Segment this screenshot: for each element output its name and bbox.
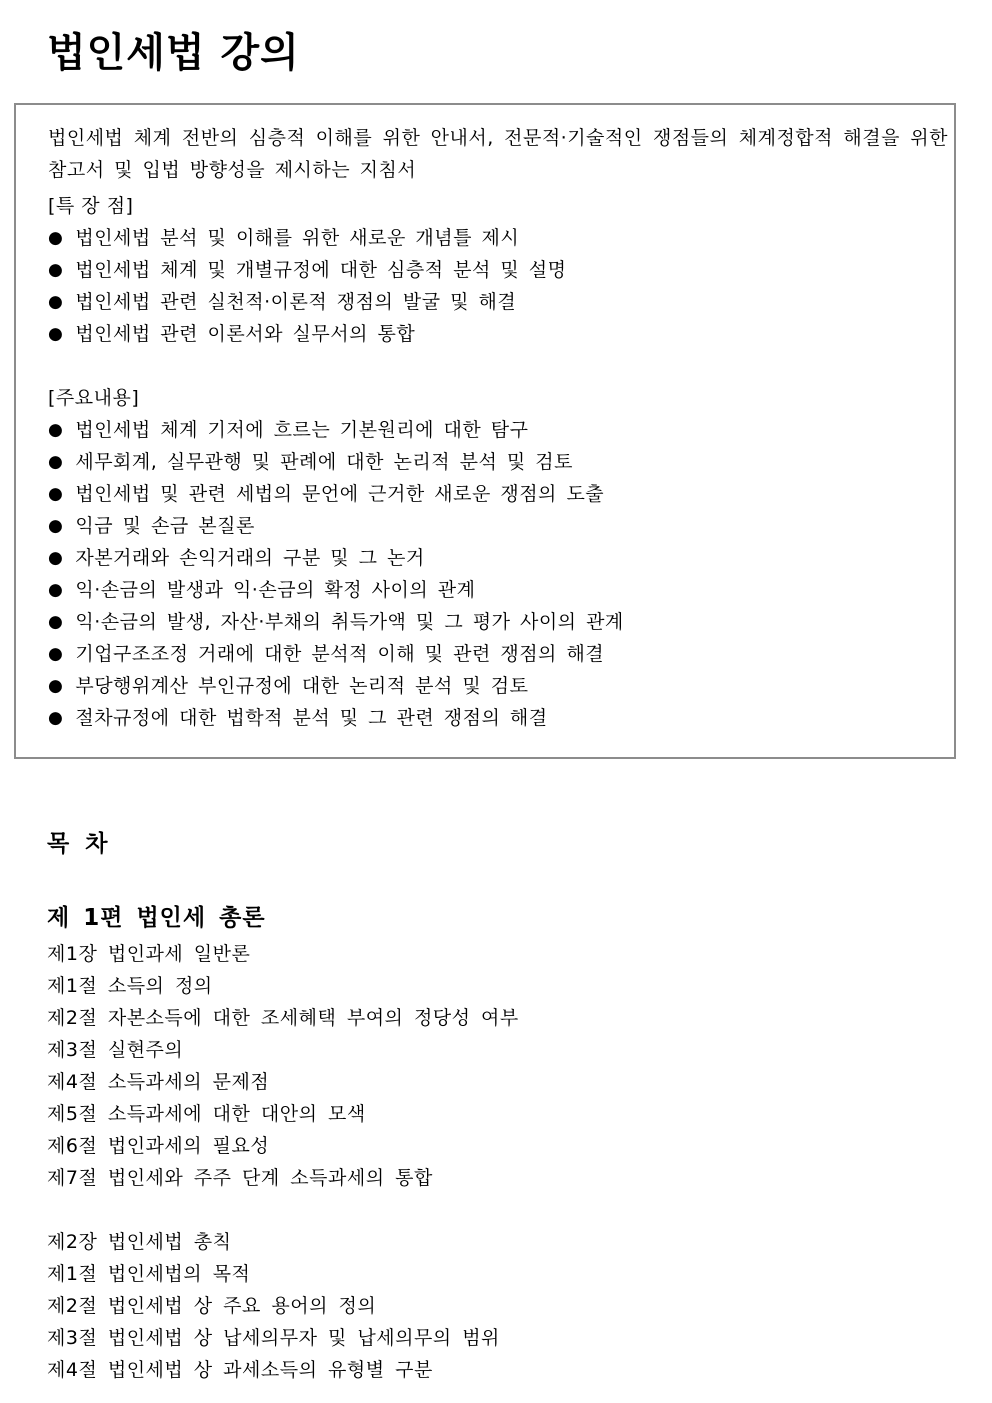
list-item: [48, 446, 624, 478]
toc-section: 제1절 법인세법의 목적: [47, 1263, 251, 1285]
toc-section: 제4절 소득과세의 문제점: [47, 1071, 270, 1093]
black-circle-bullet-icon: ●: [48, 452, 64, 472]
content-text: 익‧손금의 발생과 익‧손금의 확정 사이의 관계: [75, 579, 476, 601]
feature-text: 법인세법 관련 이론서와 실무서의 통합: [75, 323, 416, 345]
black-circle-bullet-icon: ●: [48, 612, 64, 632]
toc-section: 제1절 소득의 정의: [47, 975, 213, 997]
list-item: [48, 542, 624, 574]
toc-part-title: 제 1편 법인세 총론: [47, 905, 266, 931]
list-item: [48, 254, 566, 286]
content-text: 익금 및 손금 본질론: [75, 515, 255, 537]
toc-section: 제6절 법인과세의 필요성: [47, 1135, 270, 1157]
feature-text: 법인세법 체계 및 개별규정에 대한 심층적 분석 및 설명: [75, 259, 567, 281]
toc-section: 제5절 소득과세에 대한 대안의 모색: [47, 1103, 366, 1125]
list-item: [48, 606, 624, 638]
black-circle-bullet-icon: ●: [48, 420, 64, 440]
content-text: 법인세법 및 관련 세법의 문언에 근거한 새로운 쟁점의 도출: [75, 483, 605, 505]
list-item: [48, 286, 566, 318]
page-title: 법인세법 강의: [47, 30, 300, 76]
toc-section: 제2절 자본소득에 대한 조세혜택 부여의 정당성 여부: [47, 1007, 519, 1029]
black-circle-bullet-icon: ●: [48, 708, 64, 728]
content-text: 세무회계, 실무관행 및 판례에 대한 논리적 분석 및 검토: [75, 451, 573, 473]
list-item: [48, 638, 624, 670]
black-circle-bullet-icon: ●: [48, 516, 64, 536]
content-text: 익‧손금의 발생, 자산‧부채의 취득가액 및 그 평가 사이의 관계: [75, 611, 624, 633]
contents-label: [주요내용]: [48, 387, 140, 409]
content-text: 법인세법 체계 기저에 흐르는 기본원리에 대한 탐구: [75, 419, 529, 441]
content-text: 자본거래와 손익거래의 구분 및 그 논거: [75, 547, 425, 569]
content-text: 부당행위계산 부인규정에 대한 논리적 분석 및 검토: [75, 675, 529, 697]
toc-section: 제3절 실현주의: [47, 1039, 184, 1061]
toc-section: 제2절 법인세법 상 주요 용어의 정의: [47, 1295, 377, 1317]
black-circle-bullet-icon: ●: [48, 228, 64, 248]
list-item: [48, 478, 624, 510]
toc-section: 제3절 법인세법 상 납세의무자 및 납세의무의 범위: [47, 1327, 500, 1349]
black-circle-bullet-icon: ●: [48, 324, 64, 344]
feature-text: 법인세법 관련 실천적‧이론적 쟁점의 발굴 및 해결: [75, 291, 517, 313]
list-item: [48, 318, 566, 350]
feature-text: 법인세법 분석 및 이해를 위한 새로운 개념틀 제시: [75, 227, 520, 249]
black-circle-bullet-icon: ●: [48, 644, 64, 664]
black-circle-bullet-icon: ●: [48, 548, 64, 568]
black-circle-bullet-icon: ●: [48, 484, 64, 504]
toc-heading: 목 차: [47, 831, 112, 857]
toc-chapter-title: 제2장 법인세법 총칙: [47, 1231, 232, 1253]
book-description: 법인세법 체계 전반의 심층적 이해를 위한 안내서, 전문적‧기술적인 쟁점들의 체계정합적 해결을 위한 참고서 및 입법 방향성을 제시하는 지침서: [48, 127, 948, 181]
features-label: [특 장 점]: [48, 195, 134, 217]
content-text: 절차규정에 대한 법학적 분석 및 그 관련 쟁점의 해결: [75, 707, 548, 729]
black-circle-bullet-icon: ●: [48, 260, 64, 280]
list-item: [48, 574, 624, 606]
book-intro-box: [14, 103, 956, 759]
features-list: [48, 222, 566, 350]
toc-section: 제7절 법인세와 주주 단계 소득과세의 통합: [47, 1167, 433, 1189]
toc-chapter-title: 제1장 법인과세 일반론: [47, 943, 251, 965]
content-text: 기업구조조정 거래에 대한 분석적 이해 및 관련 쟁점의 해결: [75, 643, 605, 665]
list-item: [48, 222, 566, 254]
black-circle-bullet-icon: ●: [48, 580, 64, 600]
black-circle-bullet-icon: ●: [48, 292, 64, 312]
list-item: [48, 702, 624, 734]
toc-section: 제4절 법인세법 상 과세소득의 유형별 구분: [47, 1359, 433, 1381]
toc-chapter-2: [47, 1226, 500, 1386]
list-item: [48, 670, 624, 702]
black-circle-bullet-icon: ●: [48, 676, 64, 696]
contents-list: [48, 414, 624, 734]
list-item: [48, 510, 624, 542]
toc-chapter-1: [47, 938, 519, 1194]
list-item: [48, 414, 624, 446]
